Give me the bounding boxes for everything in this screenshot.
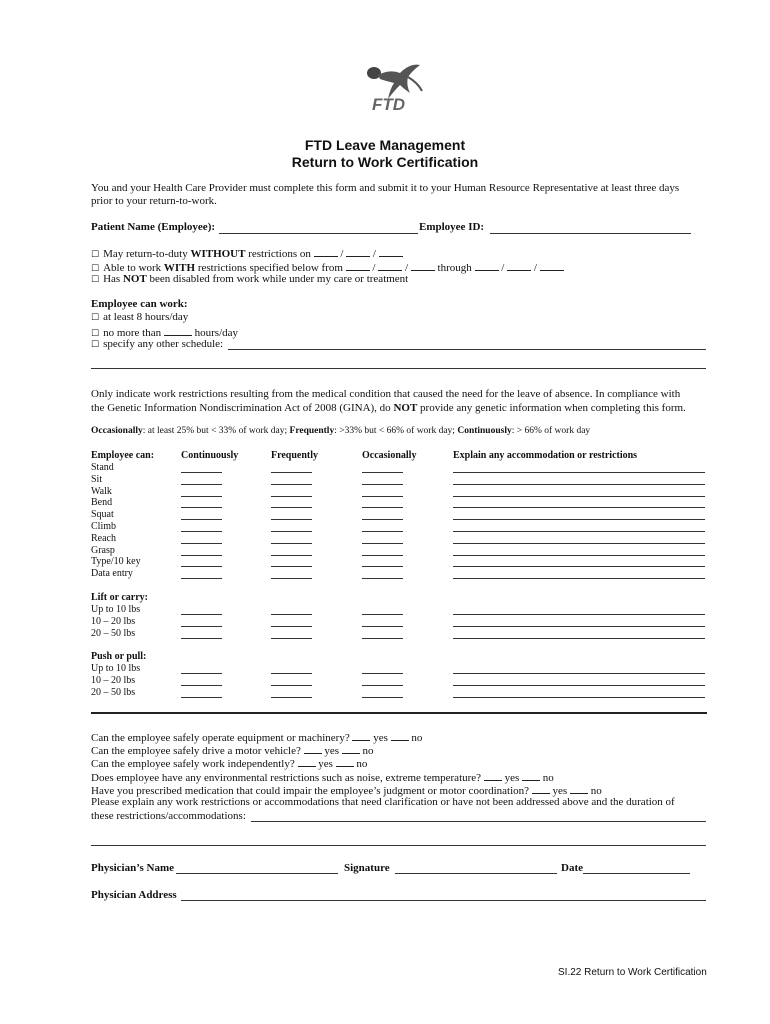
patient-name-label: Patient Name (Employee): (91, 221, 216, 233)
q2-no-blank[interactable] (342, 743, 360, 754)
schedule-field-2[interactable] (91, 368, 706, 369)
continuously-blank[interactable] (181, 638, 222, 639)
frequently-blank[interactable] (271, 638, 312, 639)
can-work-heading: Employee can work: (91, 298, 188, 310)
table-row-label: Up to 10 lbs (91, 663, 141, 674)
logo-text: FTD (372, 95, 406, 114)
intro-line-2: prior to your return-to-work. (91, 195, 217, 207)
frequently-blank[interactable] (271, 472, 312, 473)
no-label: no (590, 785, 602, 797)
occasionally-blank[interactable] (362, 614, 403, 615)
frequently-blank[interactable] (271, 697, 312, 698)
frequently-blank[interactable] (271, 578, 312, 579)
can-work-opt2-text2: hours/day (194, 327, 239, 339)
table-row-label: Grasp (91, 544, 115, 556)
table-row-label: Up to 10 lbs (91, 604, 141, 615)
cont-text: : > 66% of work day (511, 426, 591, 436)
duty-opt1-text: May return-to-duty (103, 248, 191, 260)
occ-label: Occasionally (91, 426, 143, 436)
occasionally-blank[interactable] (362, 685, 403, 686)
frequently-blank[interactable] (271, 496, 312, 497)
frequently-blank[interactable] (271, 519, 312, 520)
continuously-blank[interactable] (181, 578, 222, 579)
explain-blank[interactable] (453, 496, 705, 497)
through-label: through (437, 262, 472, 274)
continuously-blank[interactable] (181, 614, 222, 615)
frequently-blank[interactable] (271, 626, 312, 627)
continuously-blank[interactable] (181, 531, 222, 532)
duty-opt1-bold: WITHOUT (190, 248, 246, 260)
slash: / (501, 262, 505, 274)
table-row-label: 20 – 50 lbs (91, 686, 136, 698)
explain-blank[interactable] (453, 543, 705, 544)
cont-label: Continuously (457, 426, 512, 436)
table-row-label: Walk (91, 485, 112, 497)
duty-option-without[interactable] (91, 246, 403, 260)
question-environment (91, 770, 554, 784)
explain-blank[interactable] (453, 614, 705, 615)
question-explain-1: Please explain any work restrictions or accommodations that need clarification or have not been addressed above and the duration of (91, 796, 675, 808)
physician-name-label: Physician’s Name (91, 862, 175, 874)
table-row-label: Climb (91, 521, 117, 532)
explain-blank[interactable] (453, 578, 705, 579)
table-row-label: 20 – 50 lbs (91, 627, 136, 639)
table-row-label: Stand (91, 462, 114, 473)
can-work-opt2[interactable] (91, 325, 238, 339)
table-row-label: Sit (91, 473, 103, 485)
question-medication (91, 783, 602, 797)
frequently-blank[interactable] (271, 685, 312, 686)
no-label: no (356, 758, 368, 770)
section-divider (91, 712, 707, 714)
duty-opt3-text2: been disabled from work while under my care or treatment (146, 273, 409, 285)
can-work-opt1[interactable] (91, 311, 188, 323)
can-work-opt3-text: specify any other schedule: (103, 338, 224, 350)
checkbox-icon[interactable]: ☐ (91, 250, 100, 260)
header-occasionally: Occasionally (362, 450, 417, 461)
occasionally-blank[interactable] (362, 531, 403, 532)
slash: / (372, 262, 376, 274)
table-row-label: 10 – 20 lbs (91, 615, 136, 627)
continuously-blank[interactable] (181, 697, 222, 698)
q4-yes-blank[interactable] (484, 770, 502, 781)
question-drive (91, 743, 374, 757)
explain-blank[interactable] (453, 531, 705, 532)
header-employee-can: Employee can: (91, 450, 155, 461)
continuously-blank[interactable] (181, 496, 222, 497)
duty-opt2-bold: WITH (163, 262, 196, 274)
employee-id-label: Employee ID: (419, 221, 485, 233)
explain-blank[interactable] (453, 472, 705, 473)
intro-line-1: You and your Health Care Provider must complete this form and submit it to your Human Resource Representative at least three days (91, 182, 680, 194)
date-label: Date (561, 862, 583, 874)
frequently-blank[interactable] (271, 614, 312, 615)
duty-opt3-bold: NOT (122, 273, 147, 285)
continuously-blank[interactable] (181, 484, 222, 485)
freq-text: : >33% but < 66% of work day; (334, 426, 458, 436)
no-label: no (542, 772, 554, 784)
employee-id-field[interactable] (490, 233, 691, 234)
duty-option-with[interactable] (91, 260, 564, 274)
continuously-blank[interactable] (181, 507, 222, 508)
occasionally-blank[interactable] (362, 519, 403, 520)
checkbox-icon[interactable]: ☐ (91, 264, 100, 274)
occasionally-blank[interactable] (362, 626, 403, 627)
duty-option-not-disabled[interactable] (91, 273, 408, 285)
no-label: no (411, 732, 423, 744)
gina-line-1: Only indicate work restrictions resulting from the medical condition that caused the need for the leave of absence. In compliance with (91, 388, 681, 400)
occasionally-blank[interactable] (362, 697, 403, 698)
q3-no-blank[interactable] (336, 756, 354, 767)
gina-line-2c: provide any genetic information when completing this form. (417, 402, 686, 414)
explain-blank[interactable] (453, 697, 705, 698)
explain-blank[interactable] (453, 555, 705, 556)
signature-label: Signature (344, 862, 390, 874)
q4-no-blank[interactable] (522, 770, 540, 781)
can-work-opt2-text: no more than (103, 327, 162, 339)
signature-field[interactable] (395, 873, 557, 874)
explain-blank[interactable] (453, 638, 705, 639)
table-section-heading: Push or pull: (91, 651, 147, 662)
table-section-heading: Lift or carry: (91, 592, 149, 603)
frequently-blank[interactable] (271, 531, 312, 532)
page-subtitle: Return to Work Certification (291, 154, 479, 170)
question-explain-2: these restrictions/accommodations: (91, 810, 246, 822)
continuously-blank[interactable] (181, 555, 222, 556)
frequently-blank[interactable] (271, 484, 312, 485)
yes-label: yes (324, 745, 340, 757)
yes-label: yes (318, 758, 333, 770)
explain-field-1[interactable] (251, 821, 706, 822)
q4-text: Does employee have any environmental restrictions such as noise, extreme temperature? (91, 772, 482, 784)
physician-address-label: Physician Address (91, 889, 177, 901)
yes-label: yes (373, 732, 388, 744)
patient-name-field[interactable] (219, 233, 418, 234)
yes-label: yes (552, 785, 568, 797)
checkbox-icon[interactable]: ☐ (91, 329, 100, 339)
table-row-label: Bend (91, 497, 113, 509)
table-row-label: Data entry (91, 568, 133, 580)
occasionally-blank[interactable] (362, 673, 403, 674)
explain-blank[interactable] (453, 685, 705, 686)
occasionally-blank[interactable] (362, 638, 403, 639)
header-frequently: Frequently (271, 450, 319, 461)
q1-no-blank[interactable] (391, 730, 409, 741)
can-work-opt1-text: at least 8 hours/day (103, 311, 189, 323)
occasionally-blank[interactable] (362, 566, 403, 567)
footer-form-id: SI.22 Return to Work Certification (558, 967, 707, 978)
duty-opt3-text: Has (103, 273, 123, 285)
table-row-label: Type/10 key (91, 556, 141, 568)
table-row-label: Squat (91, 509, 114, 521)
gina-line-2b: NOT (393, 402, 418, 414)
occ-text: : at least 25% but < 33% of work day; (142, 426, 290, 436)
frequently-blank[interactable] (271, 555, 312, 556)
continuously-blank[interactable] (181, 543, 222, 544)
yes-label: yes (504, 772, 520, 784)
q3-yes-blank[interactable] (298, 756, 316, 767)
physician-address-field[interactable] (181, 900, 706, 901)
question-equipment (91, 730, 422, 744)
checkbox-icon[interactable]: ☐ (91, 275, 100, 285)
explain-blank[interactable] (453, 484, 705, 485)
occasionally-blank[interactable] (362, 472, 403, 473)
frequently-blank[interactable] (271, 673, 312, 674)
occasionally-blank[interactable] (362, 484, 403, 485)
q1-text: Can the employee safely operate equipment or machinery? (91, 732, 350, 744)
slash: / (340, 248, 344, 260)
slash: / (404, 262, 409, 274)
explain-blank[interactable] (453, 507, 705, 508)
occasionally-blank[interactable] (362, 555, 403, 556)
continuously-blank[interactable] (181, 566, 222, 567)
checkbox-icon[interactable]: ☐ (91, 340, 100, 350)
explain-field-2[interactable] (91, 845, 706, 846)
frequently-blank[interactable] (271, 507, 312, 508)
table-row-label: Reach (91, 532, 116, 544)
gina-line-2 (91, 402, 686, 414)
schedule-field[interactable] (228, 349, 706, 350)
frequently-blank[interactable] (271, 566, 312, 567)
explain-blank[interactable] (453, 626, 705, 627)
occasionally-blank[interactable] (362, 507, 403, 508)
slash: / (372, 248, 376, 260)
q5-yes-blank[interactable] (532, 783, 550, 794)
q2-yes-blank[interactable] (304, 743, 322, 754)
q1-yes-blank[interactable] (352, 730, 370, 741)
physician-name-field[interactable] (176, 873, 338, 874)
page-title: FTD Leave Management (304, 137, 466, 153)
continuously-blank[interactable] (181, 519, 222, 520)
q5-text: Have you prescribed medication that could impair the employee’s judgment or motor coordination? (91, 785, 530, 797)
duty-opt2-text2: restrictions specified below from (195, 262, 343, 274)
occasionally-blank[interactable] (362, 543, 403, 544)
can-work-opt3[interactable] (91, 338, 223, 350)
continuously-blank[interactable] (181, 685, 222, 686)
continuously-blank[interactable] (181, 673, 222, 674)
explain-blank[interactable] (453, 519, 705, 520)
frequently-blank[interactable] (271, 543, 312, 544)
ftd-logo (360, 55, 440, 117)
q3-text: Can the employee safely work independently? (91, 758, 295, 770)
duty-opt2-text: Able to work (103, 262, 164, 274)
q2-text: Can the employee safely drive a motor vehicle? (91, 745, 301, 757)
slash: / (533, 262, 537, 274)
date-field[interactable] (583, 873, 690, 874)
table-row-label: 10 – 20 lbs (91, 674, 136, 686)
frequency-definitions (91, 426, 590, 436)
gina-line-2a: the Genetic Information Nondiscrimination Act of 2008 (GINA), do (91, 402, 394, 414)
question-independent (91, 756, 367, 770)
checkbox-icon[interactable]: ☐ (91, 313, 100, 323)
freq-label: Frequently (289, 426, 335, 436)
no-label: no (362, 745, 374, 757)
header-continuously: Continuously (181, 450, 239, 461)
occasionally-blank[interactable] (362, 496, 403, 497)
q5-no-blank[interactable] (570, 783, 588, 794)
occasionally-blank[interactable] (362, 578, 403, 579)
continuously-blank[interactable] (181, 626, 222, 627)
duty-opt1-text2: restrictions on (245, 248, 311, 260)
header-explain: Explain any accommodation or restrictions (453, 450, 638, 461)
explain-blank[interactable] (453, 673, 705, 674)
continuously-blank[interactable] (181, 472, 222, 473)
explain-blank[interactable] (453, 566, 705, 567)
